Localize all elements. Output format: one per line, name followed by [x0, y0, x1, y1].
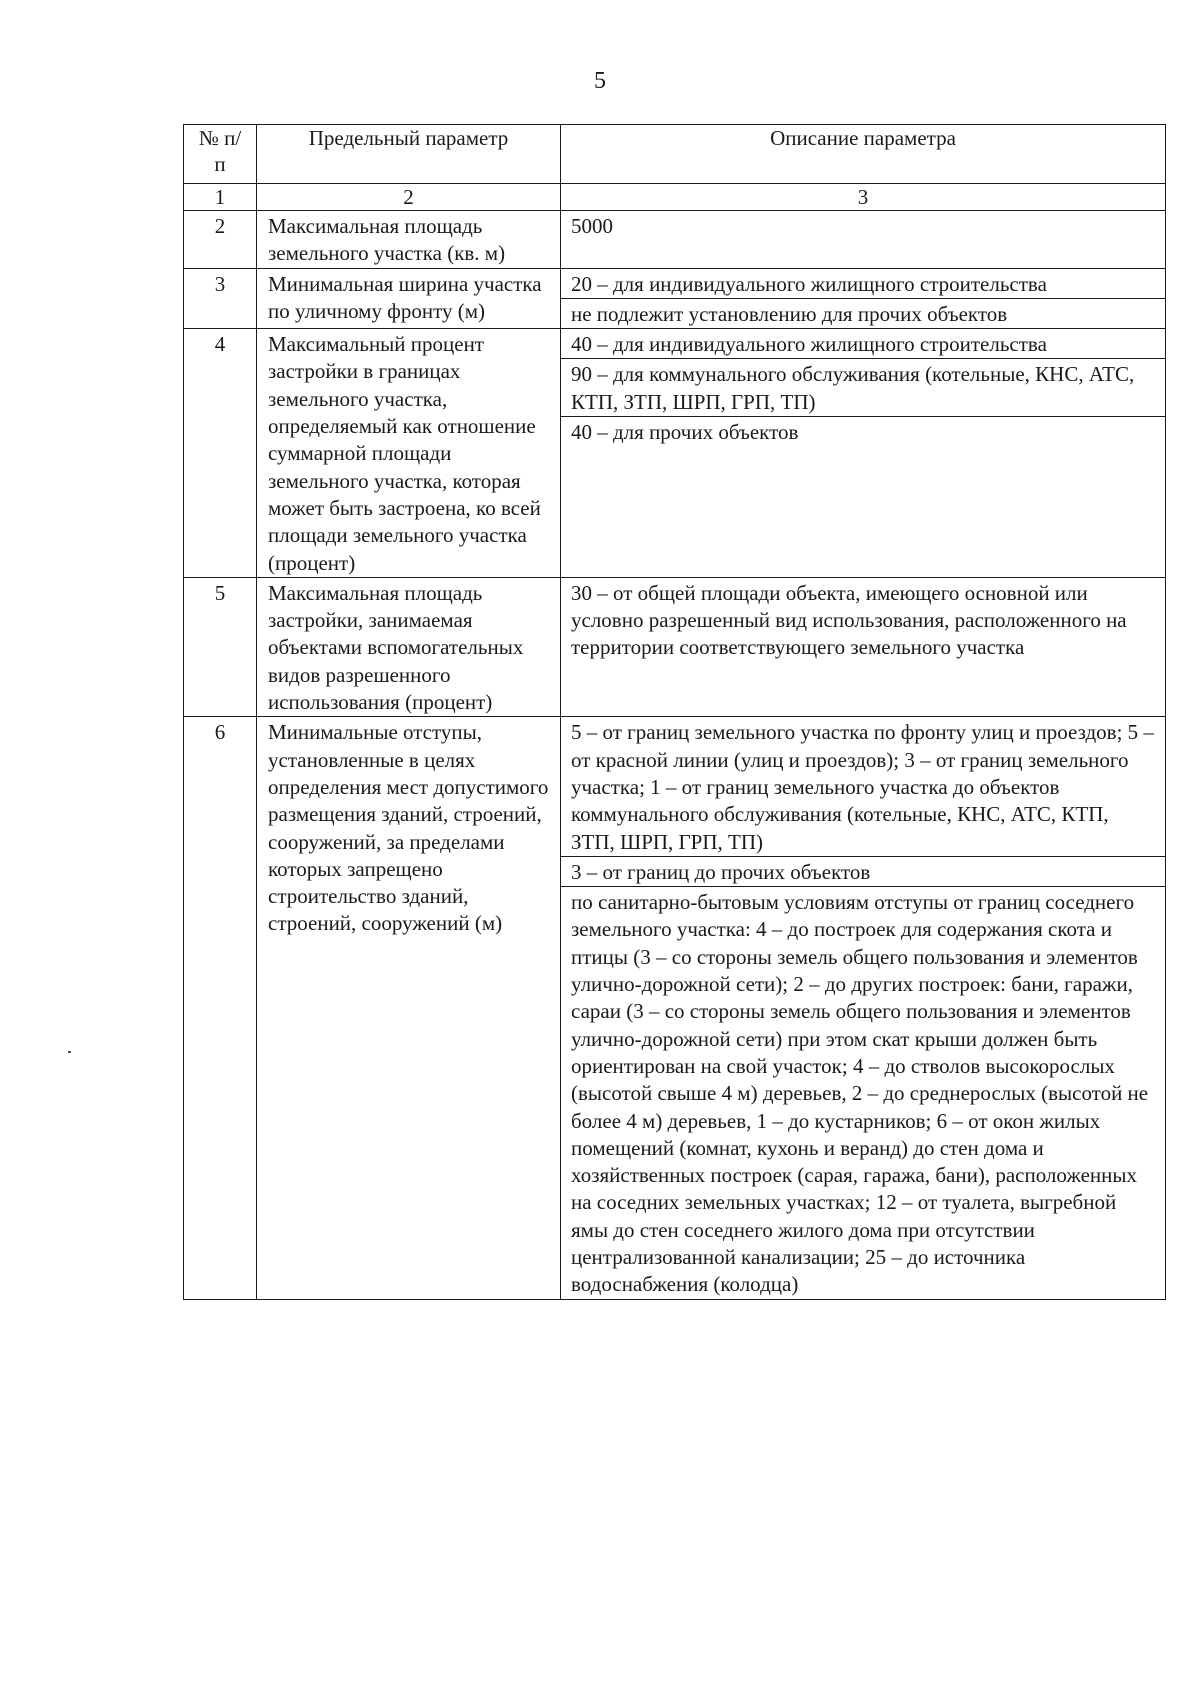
description-segment: 40 – для индивидуального жилищного строительства: [561, 329, 1165, 359]
row-number: 3: [184, 268, 257, 329]
description-segment: 5 – от границ земельного участка по фронту улиц и проездов; 5 – от красной линии (улиц и проездов); 3 – от границ земельного участка; 1 – от границ земельного участка до объектов коммунального обслуживания (котельные, КНС, АТС, КТП, ЗТП, ШРП, ГРП, ТП): [561, 717, 1165, 856]
description-segment: 40 – для прочих объектов: [571, 420, 799, 445]
row-description: [561, 717, 1166, 1299]
row-number: 2: [184, 211, 257, 269]
description-segment: 20 – для индивидуального жилищного строительства: [561, 269, 1165, 299]
row-parameter: Минимальная ширина участка по уличному фронту (м): [257, 268, 561, 329]
table-row: [184, 577, 1166, 716]
description-segment: по санитарно-бытовым условиям отступы от границ соседнего земельного участка: 4 – до построек для содержания скота и птицы (3 – со стороны земель общего пользования и элементов улично-дорожной сети); 2 – до других построек: бани, гаражи, сараи (3 – со стороны земель общего пользования и элементов улично-дорожной сети) при этом скат крыши должен быть ориентирован на свой участок; 4 – до стволов высокорослых (высотой свыше 4 м) деревьев, 2 – до среднерослых (высотой не более 4 м) деревьев, 1 – до кустарников; 6 – от окон жилых помещений (комнат, кухонь и веранд) до стен дома и хозяйственных построек (сарая, гаража, бани), расположенных на соседних земельных участках; 12 – от туалета, выгребной ямы до стен соседнего жилого дома при отсутствии централизованной канализации; 25 – до источника водоснабжения (колодца): [571, 890, 1149, 1297]
header-parameter: Предельный параметр: [257, 125, 561, 184]
row-parameter: Минимальные отступы, установленные в целях определения мест допустимого размещения зданий, строений, сооружений, за пределами которых запрещено строительство зданий, строений, сооружений (м): [257, 717, 561, 1299]
description-segment: 5000: [571, 214, 613, 238]
scan-speck: [68, 1051, 71, 1053]
column-index: 1: [184, 184, 257, 211]
description-segment: 30 – от общей площади объекта, имеющего основной или условно разрешенный вид использования, расположенного на территории соответствующего земельного участка: [571, 580, 1127, 660]
row-parameter: Максимальный процент застройки в границах земельного участка, определяемый как отношение суммарной площади земельного участка, которая может быть застроена, ко всей площади земельного участка (процент): [257, 329, 561, 578]
table-row: [184, 329, 1166, 578]
description-segment: не подлежит установлению для прочих объектов: [571, 301, 1008, 326]
description-segment: 90 – для коммунального обслуживания (котельные, КНС, АТС, КТП, ЗТП, ШРП, ГРП, ТП): [561, 359, 1165, 417]
column-index: 3: [561, 184, 1166, 211]
row-number: 5: [184, 577, 257, 716]
page-number: 5: [594, 68, 606, 94]
parameters-table: [183, 124, 1166, 1300]
row-number: 4: [184, 329, 257, 578]
table-row: [184, 268, 1166, 329]
row-parameter: Максимальная площадь застройки, занимаемая объектами вспомогательных видов разрешенного использования (процент): [257, 577, 561, 716]
row-description: [561, 211, 1166, 269]
row-number: 6: [184, 717, 257, 1299]
header-number: № п/п: [184, 125, 257, 184]
column-index: 2: [257, 184, 561, 211]
table-row: [184, 717, 1166, 1299]
table-header-row: [184, 125, 1166, 184]
row-parameter: Максимальная площадь земельного участка (кв. м): [257, 211, 561, 269]
row-description: [561, 577, 1166, 716]
row-description: [561, 268, 1166, 329]
row-description: [561, 329, 1166, 578]
column-index-row: [184, 184, 1166, 211]
description-segment: 3 – от границ до прочих объектов: [561, 857, 1165, 887]
table-row: [184, 211, 1166, 269]
header-description: Описание параметра: [561, 125, 1166, 184]
